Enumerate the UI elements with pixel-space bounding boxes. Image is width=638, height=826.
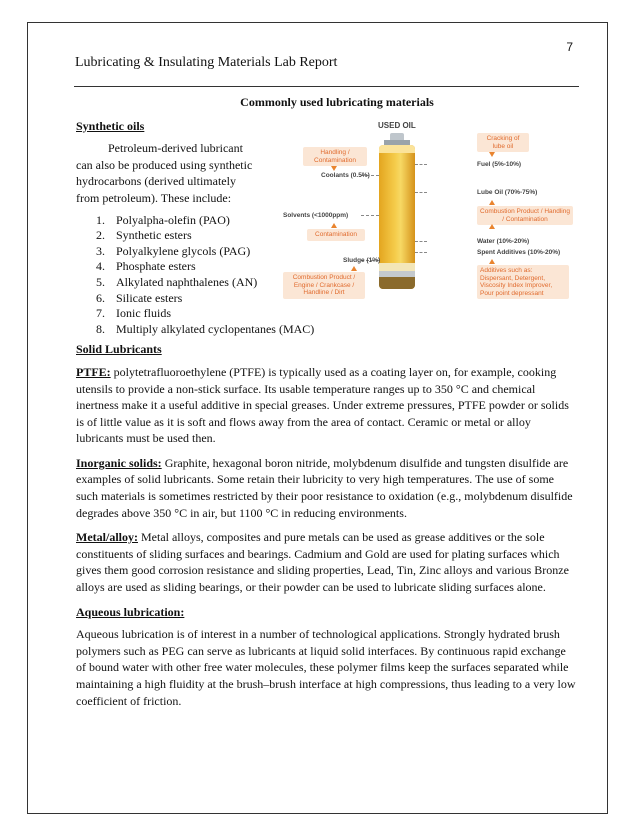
report-header: Lubricating & Insulating Materials Lab Report (75, 55, 338, 70)
section-title: Commonly used lubricating materials (240, 95, 434, 109)
sludge-label: Sludge (1%) (343, 257, 381, 264)
list-item: 6. Silicate esters (96, 290, 183, 305)
cracking-box: Cracking of lube oil (477, 133, 529, 152)
coolants-label: Coolants (0.5%) (321, 172, 370, 179)
fuel-label: Fuel (5%-10%) (477, 161, 522, 168)
intro-line: hydrocarbons (derived ultimately (76, 174, 236, 189)
synthetic-heading: Synthetic oils (76, 118, 145, 133)
additives-box: Additives such as: Dispersant, Detergent, Viscosity Index Improver, Pour point depressant (477, 265, 569, 299)
figure-title: USED OIL (378, 121, 416, 130)
metal-paragraph: Metal/alloy: Metal alloys, composites and pure metals can be used as grease additives or the sole constituents of sliding surfaces and bearings. Cadmium and Gold are used for plating surfaces which gives them good corrosion resistance and sliding properties, Lead, Tin, Zinc alloys and various Bronze alloys are used as sliding bearings, or their powder can be used to lubricate sliding surfaces alone. (76, 530, 569, 595)
header-rule (74, 86, 579, 87)
list-item: 3. Polyalkylene glycols (PAG) (96, 243, 251, 258)
handling-contamination-box: Handling / Contamination (303, 147, 367, 166)
water-label: Water (10%-20%) (477, 238, 530, 245)
synthetic-intro (76, 140, 266, 206)
aqueous-paragraph: Aqueous lubrication is of interest in a number of technological applications. Strongly hydrated brush polymers such as PEG can serve as lubricants at liquid solid interfaces. By continuous rapid exchange of bound water with other free water molecules, these polymer films keep the surfaces separated while maintaining a high fluidity at the brush–brush interface at high compressions, thus leading to a very low coefficient of friction. (76, 627, 576, 708)
combustion-handling-box: Combustion Product / Handling / Contamination (477, 206, 573, 225)
intro-line: can also be produced using synthetic (76, 157, 253, 172)
document-page (27, 22, 608, 814)
lube-oil-label: Lube Oil (70%-75%) (477, 189, 538, 196)
page-number: 7 (566, 40, 573, 54)
list-item: 5. Alkylated naphthalenes (AN) (96, 274, 258, 289)
list-item: 4. Phosphate esters (96, 259, 196, 274)
ptfe-lead: PTFE: (76, 364, 111, 379)
spent-additives-label: Spent Additives (10%-20%) (477, 249, 561, 256)
inorganic-lead: Inorganic solids: (76, 455, 162, 470)
combustion-engine-box: Combustion Product / Engine / Crankcase / Handline / Dirt (283, 272, 365, 299)
inorganic-paragraph: Inorganic solids: Graphite, hexagonal boron nitride, molybdenum disulfide and tungsten disulfide are examples of solid lubricants. Some retain their lubricity to very high temperatures. The use of some such materials is sometimes restricted by their poor resistance to oxidation (e.g., molybdenum disulfide degrades above 350 °C in air, but 1100 °C in reducing environments. (76, 455, 573, 520)
list-item: 8. Multiply alkylated cyclopentanes (MAC) (96, 321, 315, 336)
used-oil-figure (281, 121, 581, 333)
metal-lead: Metal/alloy: (76, 530, 138, 545)
aqueous-heading: Aqueous lubrication: (76, 604, 185, 619)
solid-heading: Solid Lubricants (76, 342, 162, 357)
solvents-label: Solvents (<1000ppm) (283, 212, 349, 219)
intro-line: from petroleum). These include: (76, 190, 232, 205)
oil-bottle (379, 145, 415, 289)
list-item: 1. Polyalpha-olefin (PAO) (96, 212, 230, 227)
list-item: 2. Synthetic esters (96, 228, 192, 243)
ptfe-paragraph: PTFE: polytetrafluoroethylene (PTFE) is typically used as a coating layer on, for example, cooking utensils to provide a non-stick surface. Its usable temperature ranges up to 350 °C and chemical inertness make it a useful additive in special greases. Under extreme pressures, PTFE powder or solids is of little value as it is soft and flows away from the area of contact. Ceramic or metal or alloy lubricants must be used then. (76, 364, 569, 446)
list-item: 7. Ionic fluids (96, 306, 171, 321)
contamination-box: Contamination (307, 229, 365, 241)
intro-line: Petroleum-derived lubricant (108, 141, 243, 156)
